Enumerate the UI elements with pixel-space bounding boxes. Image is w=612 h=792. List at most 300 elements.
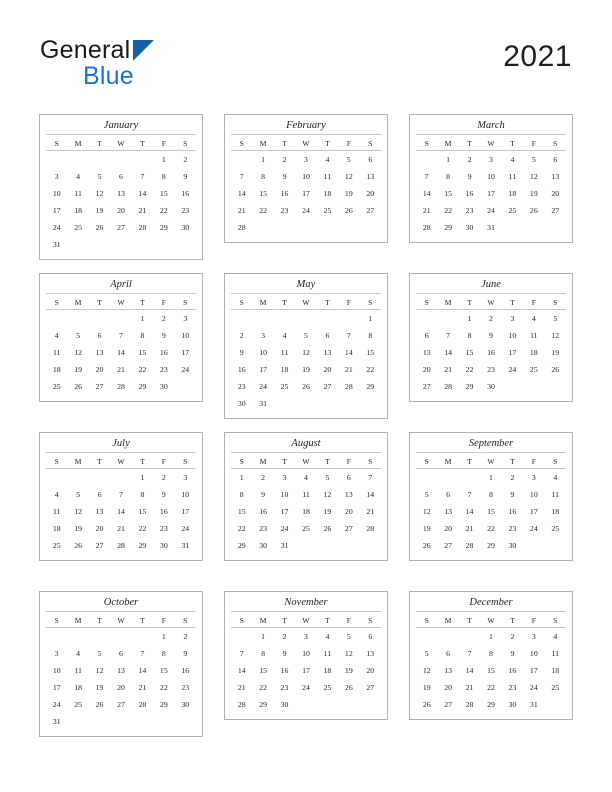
day-cell[interactable]: 1 bbox=[140, 314, 145, 323]
day-cell[interactable]: 4 bbox=[54, 490, 59, 499]
day-cell[interactable]: 3 bbox=[489, 155, 493, 164]
day-cell[interactable]: 25 bbox=[323, 683, 332, 692]
day-cell[interactable]: 31 bbox=[52, 717, 61, 726]
day-cell[interactable]: 26 bbox=[551, 365, 560, 374]
day-cell[interactable]: 11 bbox=[323, 649, 332, 658]
day-cell[interactable]: 6 bbox=[119, 172, 123, 181]
day-cell[interactable]: 13 bbox=[444, 507, 453, 516]
day-cell[interactable]: 17 bbox=[181, 507, 190, 516]
day-cell[interactable]: 3 bbox=[510, 314, 515, 323]
day-cell[interactable]: 7 bbox=[424, 172, 429, 181]
day-cell[interactable]: 12 bbox=[95, 189, 104, 198]
day-cell[interactable]: 18 bbox=[508, 189, 517, 198]
day-cell[interactable]: 26 bbox=[422, 700, 431, 709]
day-cell[interactable]: 25 bbox=[52, 541, 61, 550]
day-cell[interactable]: 30 bbox=[181, 223, 190, 232]
day-cell[interactable]: 28 bbox=[444, 382, 453, 391]
day-cell[interactable]: 19 bbox=[74, 524, 83, 533]
day-cell[interactable]: 19 bbox=[74, 365, 83, 374]
day-cell[interactable]: 12 bbox=[95, 666, 104, 675]
day-cell[interactable]: 21 bbox=[117, 365, 125, 374]
day-cell[interactable]: 12 bbox=[344, 649, 353, 658]
day-cell[interactable]: 10 bbox=[302, 172, 310, 181]
day-cell[interactable]: 24 bbox=[302, 206, 310, 215]
day-cell[interactable]: 16 bbox=[508, 507, 517, 516]
day-cell[interactable]: 15 bbox=[237, 507, 246, 516]
day-cell[interactable]: 6 bbox=[119, 649, 123, 658]
day-cell[interactable]: 29 bbox=[159, 700, 168, 709]
day-cell[interactable]: 5 bbox=[325, 473, 330, 482]
day-cell[interactable]: 22 bbox=[444, 206, 453, 215]
day-cell[interactable]: 9 bbox=[239, 348, 244, 357]
day-cell[interactable]: 18 bbox=[52, 524, 61, 533]
day-cell[interactable]: 27 bbox=[366, 206, 375, 215]
day-cell[interactable]: 10 bbox=[280, 490, 289, 499]
day-cell[interactable]: 8 bbox=[446, 172, 451, 181]
day-cell[interactable]: 13 bbox=[422, 348, 431, 357]
day-cell[interactable]: 17 bbox=[52, 683, 61, 692]
day-cell[interactable]: 16 bbox=[508, 666, 517, 675]
day-cell[interactable]: 5 bbox=[76, 331, 81, 340]
day-cell[interactable]: 27 bbox=[344, 524, 353, 533]
day-cell[interactable]: 11 bbox=[323, 172, 332, 181]
day-cell[interactable]: 20 bbox=[95, 524, 104, 533]
day-cell[interactable]: 4 bbox=[54, 331, 59, 340]
day-cell[interactable]: 9 bbox=[467, 172, 472, 181]
day-cell[interactable]: 16 bbox=[465, 189, 474, 198]
day-cell[interactable]: 19 bbox=[344, 189, 353, 198]
day-cell[interactable]: 25 bbox=[74, 223, 83, 232]
day-cell[interactable]: 6 bbox=[325, 331, 330, 340]
day-cell[interactable]: 7 bbox=[446, 331, 451, 340]
day-cell[interactable]: 19 bbox=[344, 666, 353, 675]
day-cell[interactable]: 3 bbox=[282, 473, 287, 482]
day-cell[interactable]: 25 bbox=[302, 524, 310, 533]
day-cell[interactable]: 15 bbox=[259, 666, 268, 675]
day-cell[interactable]: 17 bbox=[52, 206, 61, 215]
day-cell[interactable]: 22 bbox=[237, 524, 246, 533]
day-cell[interactable]: 28 bbox=[465, 541, 474, 550]
day-cell[interactable]: 13 bbox=[117, 189, 125, 198]
day-cell[interactable]: 16 bbox=[237, 365, 246, 374]
day-cell[interactable]: 14 bbox=[465, 666, 474, 675]
day-cell[interactable]: 15 bbox=[138, 507, 147, 516]
day-cell[interactable]: 24 bbox=[259, 382, 268, 391]
day-cell[interactable]: 20 bbox=[323, 365, 332, 374]
day-cell[interactable]: 6 bbox=[368, 155, 373, 164]
day-cell[interactable]: 17 bbox=[302, 666, 310, 675]
day-cell[interactable]: 13 bbox=[95, 507, 104, 516]
day-cell[interactable]: 9 bbox=[183, 172, 188, 181]
day-cell[interactable]: 10 bbox=[487, 172, 495, 181]
day-cell[interactable]: 4 bbox=[531, 314, 536, 323]
day-cell[interactable]: 14 bbox=[344, 348, 353, 357]
day-cell[interactable]: 2 bbox=[161, 473, 166, 482]
day-cell[interactable]: 13 bbox=[344, 490, 353, 499]
day-cell[interactable]: 27 bbox=[444, 700, 453, 709]
day-cell[interactable]: 10 bbox=[259, 348, 268, 357]
day-cell[interactable]: 22 bbox=[159, 683, 168, 692]
day-cell[interactable]: 9 bbox=[161, 331, 166, 340]
day-cell[interactable]: 25 bbox=[551, 524, 560, 533]
day-cell[interactable]: 12 bbox=[74, 348, 83, 357]
day-cell[interactable]: 23 bbox=[181, 206, 190, 215]
day-cell[interactable]: 24 bbox=[280, 524, 289, 533]
day-cell[interactable]: 8 bbox=[368, 331, 373, 340]
day-cell[interactable]: 11 bbox=[551, 649, 560, 658]
day-cell[interactable]: 5 bbox=[76, 490, 81, 499]
day-cell[interactable]: 19 bbox=[422, 683, 431, 692]
day-cell[interactable]: 26 bbox=[323, 524, 332, 533]
day-cell[interactable]: 3 bbox=[183, 314, 188, 323]
day-cell[interactable]: 5 bbox=[424, 649, 429, 658]
day-cell[interactable]: 28 bbox=[117, 382, 125, 391]
day-cell[interactable]: 24 bbox=[302, 683, 310, 692]
day-cell[interactable]: 28 bbox=[117, 541, 125, 550]
day-cell[interactable]: 21 bbox=[138, 683, 147, 692]
day-cell[interactable]: 5 bbox=[531, 155, 536, 164]
day-cell[interactable]: 9 bbox=[489, 331, 493, 340]
day-cell[interactable]: 15 bbox=[465, 348, 474, 357]
day-cell[interactable]: 1 bbox=[261, 155, 266, 164]
day-cell[interactable]: 2 bbox=[282, 632, 287, 641]
day-cell[interactable]: 10 bbox=[181, 490, 190, 499]
day-cell[interactable]: 29 bbox=[366, 382, 375, 391]
day-cell[interactable]: 2 bbox=[467, 155, 472, 164]
day-cell[interactable]: 15 bbox=[444, 189, 453, 198]
day-cell[interactable]: 1 bbox=[467, 314, 472, 323]
day-cell[interactable]: 20 bbox=[344, 507, 353, 516]
day-cell[interactable]: 23 bbox=[159, 365, 168, 374]
day-cell[interactable]: 12 bbox=[323, 490, 332, 499]
day-cell[interactable]: 23 bbox=[280, 683, 289, 692]
day-cell[interactable]: 16 bbox=[181, 666, 190, 675]
day-cell[interactable]: 31 bbox=[259, 399, 268, 408]
day-cell[interactable]: 11 bbox=[551, 490, 560, 499]
day-cell[interactable]: 6 bbox=[446, 649, 451, 658]
day-cell[interactable]: 3 bbox=[183, 473, 188, 482]
day-cell[interactable]: 7 bbox=[119, 331, 123, 340]
day-cell[interactable]: 29 bbox=[465, 382, 474, 391]
day-cell[interactable]: 18 bbox=[551, 666, 560, 675]
day-cell[interactable]: 18 bbox=[323, 666, 332, 675]
day-cell[interactable]: 21 bbox=[465, 524, 474, 533]
day-cell[interactable]: 14 bbox=[138, 189, 147, 198]
day-cell[interactable]: 18 bbox=[52, 365, 61, 374]
day-cell[interactable]: 29 bbox=[487, 700, 495, 709]
day-cell[interactable]: 28 bbox=[237, 700, 246, 709]
day-cell[interactable]: 11 bbox=[530, 331, 538, 340]
day-cell[interactable]: 1 bbox=[140, 473, 145, 482]
day-cell[interactable]: 2 bbox=[510, 632, 515, 641]
day-cell[interactable]: 16 bbox=[280, 666, 289, 675]
day-cell[interactable]: 5 bbox=[346, 155, 351, 164]
day-cell[interactable]: 21 bbox=[465, 683, 474, 692]
day-cell[interactable]: 1 bbox=[446, 155, 451, 164]
day-cell[interactable]: 5 bbox=[304, 331, 308, 340]
day-cell[interactable]: 13 bbox=[444, 666, 453, 675]
day-cell[interactable]: 21 bbox=[444, 365, 453, 374]
day-cell[interactable]: 26 bbox=[344, 683, 353, 692]
day-cell[interactable]: 26 bbox=[529, 206, 538, 215]
day-cell[interactable]: 4 bbox=[510, 155, 515, 164]
day-cell[interactable]: 28 bbox=[138, 700, 147, 709]
day-cell[interactable]: 31 bbox=[52, 240, 61, 249]
day-cell[interactable]: 16 bbox=[487, 348, 495, 357]
day-cell[interactable]: 17 bbox=[529, 666, 538, 675]
day-cell[interactable]: 8 bbox=[489, 490, 493, 499]
day-cell[interactable]: 4 bbox=[553, 632, 558, 641]
day-cell[interactable]: 6 bbox=[97, 490, 102, 499]
day-cell[interactable]: 17 bbox=[508, 348, 517, 357]
day-cell[interactable]: 11 bbox=[280, 348, 289, 357]
day-cell[interactable]: 21 bbox=[344, 365, 353, 374]
day-cell[interactable]: 7 bbox=[119, 490, 123, 499]
day-cell[interactable]: 4 bbox=[553, 473, 558, 482]
day-cell[interactable]: 19 bbox=[95, 683, 104, 692]
day-cell[interactable]: 16 bbox=[159, 507, 168, 516]
day-cell[interactable]: 30 bbox=[159, 541, 168, 550]
day-cell[interactable]: 6 bbox=[368, 632, 373, 641]
day-cell[interactable]: 17 bbox=[529, 507, 538, 516]
day-cell[interactable]: 10 bbox=[181, 331, 190, 340]
day-cell[interactable]: 8 bbox=[140, 490, 145, 499]
day-cell[interactable]: 27 bbox=[117, 223, 125, 232]
day-cell[interactable]: 9 bbox=[161, 490, 166, 499]
day-cell[interactable]: 21 bbox=[237, 683, 246, 692]
day-cell[interactable]: 8 bbox=[161, 172, 166, 181]
day-cell[interactable]: 24 bbox=[487, 206, 495, 215]
day-cell[interactable]: 23 bbox=[237, 382, 246, 391]
day-cell[interactable]: 8 bbox=[239, 490, 244, 499]
day-cell[interactable]: 5 bbox=[424, 490, 429, 499]
day-cell[interactable]: 25 bbox=[74, 700, 83, 709]
day-cell[interactable]: 13 bbox=[551, 172, 560, 181]
day-cell[interactable]: 19 bbox=[422, 524, 431, 533]
day-cell[interactable]: 20 bbox=[366, 666, 375, 675]
day-cell[interactable]: 22 bbox=[138, 365, 147, 374]
day-cell[interactable]: 1 bbox=[261, 632, 266, 641]
day-cell[interactable]: 28 bbox=[138, 223, 147, 232]
day-cell[interactable]: 6 bbox=[97, 331, 102, 340]
day-cell[interactable]: 10 bbox=[529, 649, 538, 658]
day-cell[interactable]: 10 bbox=[508, 331, 517, 340]
day-cell[interactable]: 21 bbox=[422, 206, 431, 215]
day-cell[interactable]: 14 bbox=[117, 507, 125, 516]
day-cell[interactable]: 10 bbox=[302, 649, 310, 658]
day-cell[interactable]: 30 bbox=[181, 700, 190, 709]
day-cell[interactable]: 3 bbox=[531, 632, 536, 641]
day-cell[interactable]: 17 bbox=[259, 365, 268, 374]
day-cell[interactable]: 9 bbox=[261, 490, 266, 499]
day-cell[interactable]: 19 bbox=[95, 206, 104, 215]
day-cell[interactable]: 31 bbox=[529, 700, 538, 709]
day-cell[interactable]: 31 bbox=[280, 541, 289, 550]
day-cell[interactable]: 7 bbox=[467, 490, 472, 499]
day-cell[interactable]: 7 bbox=[140, 172, 145, 181]
day-cell[interactable]: 1 bbox=[489, 473, 493, 482]
day-cell[interactable]: 30 bbox=[237, 399, 246, 408]
day-cell[interactable]: 17 bbox=[487, 189, 495, 198]
day-cell[interactable]: 31 bbox=[181, 541, 190, 550]
day-cell[interactable]: 24 bbox=[529, 524, 538, 533]
day-cell[interactable]: 14 bbox=[366, 490, 375, 499]
day-cell[interactable]: 4 bbox=[76, 172, 81, 181]
day-cell[interactable]: 27 bbox=[444, 541, 453, 550]
day-cell[interactable]: 29 bbox=[444, 223, 453, 232]
day-cell[interactable]: 15 bbox=[138, 348, 147, 357]
day-cell[interactable]: 6 bbox=[446, 490, 451, 499]
day-cell[interactable]: 25 bbox=[551, 683, 560, 692]
day-cell[interactable]: 5 bbox=[346, 632, 351, 641]
day-cell[interactable]: 13 bbox=[117, 666, 125, 675]
day-cell[interactable]: 20 bbox=[117, 206, 125, 215]
day-cell[interactable]: 22 bbox=[465, 365, 474, 374]
day-cell[interactable]: 5 bbox=[97, 649, 102, 658]
day-cell[interactable]: 23 bbox=[280, 206, 289, 215]
day-cell[interactable]: 2 bbox=[183, 632, 188, 641]
day-cell[interactable]: 11 bbox=[52, 348, 61, 357]
day-cell[interactable]: 9 bbox=[282, 172, 287, 181]
day-cell[interactable]: 23 bbox=[487, 365, 495, 374]
day-cell[interactable]: 28 bbox=[366, 524, 375, 533]
day-cell[interactable]: 21 bbox=[117, 524, 125, 533]
day-cell[interactable]: 2 bbox=[282, 155, 287, 164]
day-cell[interactable]: 25 bbox=[508, 206, 517, 215]
day-cell[interactable]: 27 bbox=[366, 683, 375, 692]
day-cell[interactable]: 7 bbox=[368, 473, 373, 482]
day-cell[interactable]: 22 bbox=[259, 683, 268, 692]
day-cell[interactable]: 15 bbox=[487, 666, 495, 675]
day-cell[interactable]: 14 bbox=[444, 348, 453, 357]
day-cell[interactable]: 22 bbox=[138, 524, 147, 533]
day-cell[interactable]: 14 bbox=[465, 507, 474, 516]
day-cell[interactable]: 29 bbox=[259, 700, 268, 709]
day-cell[interactable]: 28 bbox=[344, 382, 353, 391]
day-cell[interactable]: 16 bbox=[280, 189, 289, 198]
day-cell[interactable]: 22 bbox=[259, 206, 268, 215]
day-cell[interactable]: 18 bbox=[529, 348, 538, 357]
day-cell[interactable]: 26 bbox=[74, 541, 83, 550]
day-cell[interactable]: 2 bbox=[183, 155, 188, 164]
day-cell[interactable]: 17 bbox=[280, 507, 289, 516]
day-cell[interactable]: 25 bbox=[280, 382, 289, 391]
day-cell[interactable]: 19 bbox=[323, 507, 332, 516]
day-cell[interactable]: 30 bbox=[508, 700, 517, 709]
day-cell[interactable]: 1 bbox=[161, 155, 166, 164]
day-cell[interactable]: 26 bbox=[344, 206, 353, 215]
day-cell[interactable]: 19 bbox=[551, 348, 560, 357]
day-cell[interactable]: 21 bbox=[366, 507, 375, 516]
day-cell[interactable]: 14 bbox=[138, 666, 147, 675]
day-cell[interactable]: 9 bbox=[282, 649, 287, 658]
day-cell[interactable]: 1 bbox=[368, 314, 373, 323]
day-cell[interactable]: 15 bbox=[159, 666, 168, 675]
day-cell[interactable]: 16 bbox=[159, 348, 168, 357]
day-cell[interactable]: 14 bbox=[422, 189, 431, 198]
day-cell[interactable]: 29 bbox=[138, 541, 147, 550]
day-cell[interactable]: 8 bbox=[261, 172, 266, 181]
day-cell[interactable]: 24 bbox=[508, 365, 517, 374]
day-cell[interactable]: 23 bbox=[181, 683, 190, 692]
day-cell[interactable]: 4 bbox=[325, 632, 330, 641]
day-cell[interactable]: 30 bbox=[465, 223, 474, 232]
day-cell[interactable]: 12 bbox=[529, 172, 538, 181]
day-cell[interactable]: 7 bbox=[140, 649, 145, 658]
day-cell[interactable]: 18 bbox=[302, 507, 310, 516]
day-cell[interactable]: 20 bbox=[444, 683, 453, 692]
day-cell[interactable]: 26 bbox=[302, 382, 310, 391]
day-cell[interactable]: 28 bbox=[237, 223, 246, 232]
day-cell[interactable]: 6 bbox=[553, 155, 558, 164]
day-cell[interactable]: 11 bbox=[74, 666, 82, 675]
day-cell[interactable]: 29 bbox=[138, 382, 147, 391]
day-cell[interactable]: 24 bbox=[529, 683, 538, 692]
day-cell[interactable]: 21 bbox=[138, 206, 147, 215]
day-cell[interactable]: 11 bbox=[74, 189, 82, 198]
day-cell[interactable]: 27 bbox=[551, 206, 560, 215]
day-cell[interactable]: 18 bbox=[74, 683, 83, 692]
day-cell[interactable]: 12 bbox=[74, 507, 83, 516]
day-cell[interactable]: 26 bbox=[95, 223, 104, 232]
day-cell[interactable]: 18 bbox=[280, 365, 289, 374]
day-cell[interactable]: 12 bbox=[344, 172, 353, 181]
day-cell[interactable]: 4 bbox=[304, 473, 308, 482]
day-cell[interactable]: 14 bbox=[117, 348, 125, 357]
day-cell[interactable]: 30 bbox=[508, 541, 517, 550]
day-cell[interactable]: 10 bbox=[529, 490, 538, 499]
day-cell[interactable]: 7 bbox=[346, 331, 351, 340]
day-cell[interactable]: 24 bbox=[52, 223, 61, 232]
day-cell[interactable]: 23 bbox=[508, 683, 517, 692]
day-cell[interactable]: 27 bbox=[422, 382, 431, 391]
day-cell[interactable]: 8 bbox=[140, 331, 145, 340]
day-cell[interactable]: 26 bbox=[74, 382, 83, 391]
day-cell[interactable]: 26 bbox=[95, 700, 104, 709]
day-cell[interactable]: 24 bbox=[52, 700, 61, 709]
day-cell[interactable]: 4 bbox=[282, 331, 287, 340]
day-cell[interactable]: 4 bbox=[76, 649, 81, 658]
day-cell[interactable]: 9 bbox=[510, 490, 515, 499]
day-cell[interactable]: 23 bbox=[465, 206, 474, 215]
day-cell[interactable]: 20 bbox=[444, 524, 453, 533]
day-cell[interactable]: 28 bbox=[422, 223, 431, 232]
day-cell[interactable]: 24 bbox=[181, 365, 190, 374]
day-cell[interactable]: 7 bbox=[467, 649, 472, 658]
day-cell[interactable]: 18 bbox=[74, 206, 83, 215]
day-cell[interactable]: 2 bbox=[510, 473, 515, 482]
day-cell[interactable]: 27 bbox=[95, 382, 104, 391]
day-cell[interactable]: 3 bbox=[531, 473, 536, 482]
day-cell[interactable]: 9 bbox=[183, 649, 188, 658]
day-cell[interactable]: 14 bbox=[237, 666, 246, 675]
day-cell[interactable]: 20 bbox=[117, 683, 125, 692]
day-cell[interactable]: 17 bbox=[302, 189, 310, 198]
day-cell[interactable]: 12 bbox=[422, 507, 431, 516]
day-cell[interactable]: 20 bbox=[551, 189, 560, 198]
day-cell[interactable]: 18 bbox=[551, 507, 560, 516]
day-cell[interactable]: 7 bbox=[239, 649, 244, 658]
day-cell[interactable]: 5 bbox=[553, 314, 558, 323]
day-cell[interactable]: 17 bbox=[181, 348, 190, 357]
day-cell[interactable]: 9 bbox=[510, 649, 515, 658]
day-cell[interactable]: 29 bbox=[237, 541, 246, 550]
day-cell[interactable]: 13 bbox=[366, 649, 375, 658]
day-cell[interactable]: 11 bbox=[52, 507, 61, 516]
day-cell[interactable]: 1 bbox=[489, 632, 493, 641]
day-cell[interactable]: 12 bbox=[551, 331, 560, 340]
day-cell[interactable]: 3 bbox=[54, 649, 59, 658]
